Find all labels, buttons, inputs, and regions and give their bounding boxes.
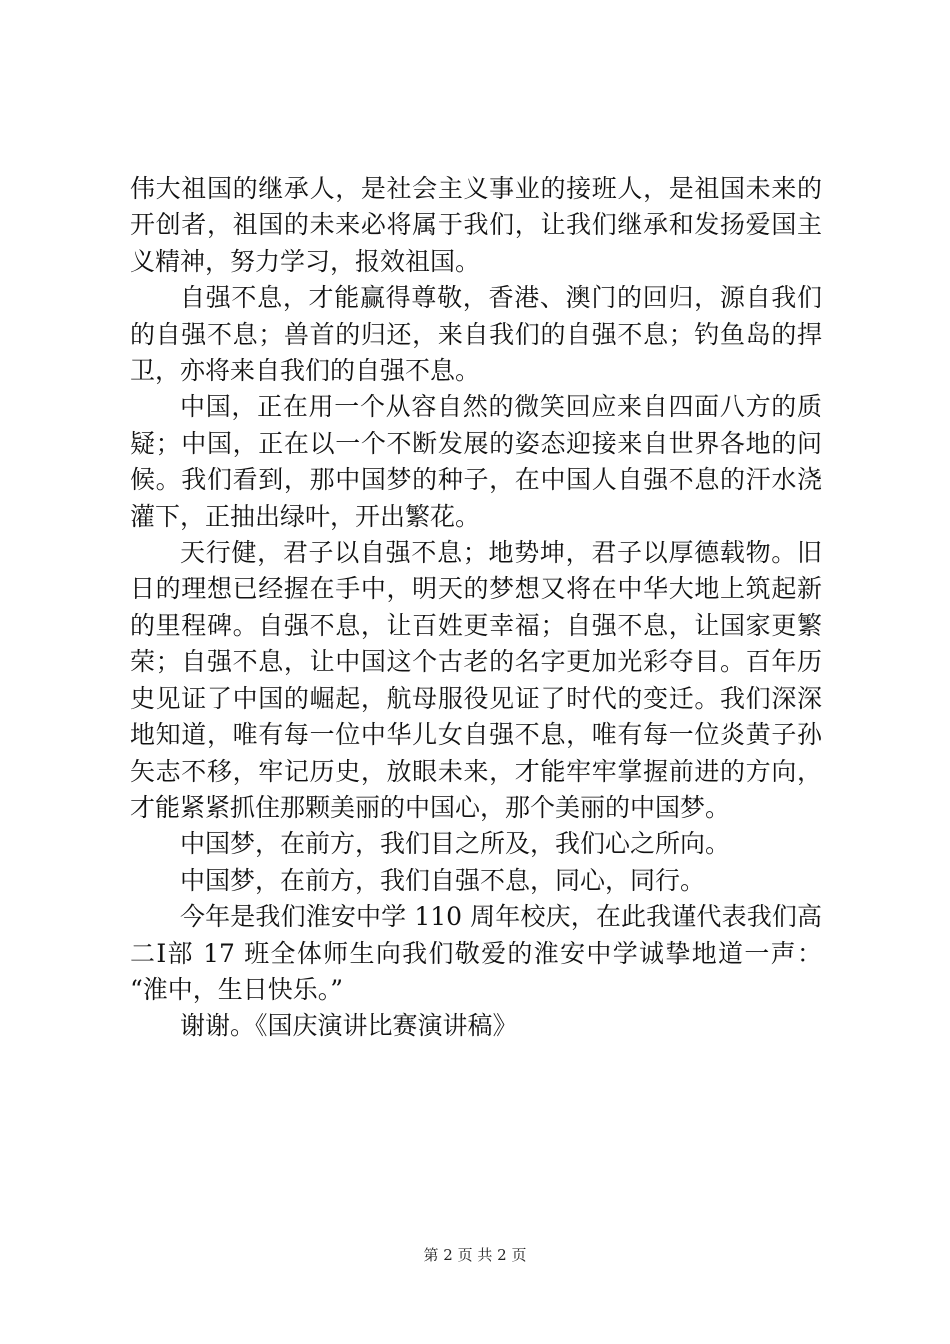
paragraph	[130, 171, 822, 280]
paragraph	[130, 535, 822, 826]
text-line: 中国梦，在前方，我们自强不息，同心，同行。	[180, 865, 706, 895]
text-line: 中国梦，在前方，我们目之所及，我们心之所向。	[180, 829, 731, 859]
document-body	[130, 171, 822, 1045]
paragraph	[130, 899, 822, 1008]
text-line: “淮中，生日快乐。”	[130, 974, 344, 1004]
text-line: 灌下，正抽出绿叶，开出繁花。	[130, 501, 481, 531]
paragraph	[130, 826, 822, 862]
paragraph	[130, 1008, 822, 1044]
text-line: 天行健，君子以自强不息；地势坤，君子以厚德载物。旧	[180, 538, 822, 568]
text-line: 自强不息，才能赢得尊敬，香港、澳门的回归，源自我们	[180, 283, 822, 313]
paragraph	[130, 863, 822, 899]
text-line: 谢谢。《国庆演讲比赛演讲稿》	[180, 1011, 518, 1041]
text-line: 矢志不移，牢记历史，放眼未来，才能牢牢掌握前进的方向，	[130, 756, 822, 786]
text-line: 地知道，唯有每一位中华儿女自强不息，唯有每一位炎黄子孙	[130, 720, 822, 750]
text-line: 疑；中国，正在以一个不断发展的姿态迎接来自世界各地的问	[130, 428, 822, 458]
text-line: 的自强不息；兽首的归还，来自我们的自强不息；钓鱼岛的捍	[130, 319, 822, 349]
text-line: 卫，亦将来自我们的自强不息。	[130, 356, 481, 386]
text-line: 伟大祖国的继承人，是社会主义事业的接班人，是祖国未来的	[130, 174, 822, 203]
text-line: 日的理想已经握在手中，明天的梦想又将在中华大地上筑起新	[130, 574, 822, 604]
text-line: 义精神，努力学习，报效祖国。	[130, 246, 481, 276]
text-line: 荣；自强不息，让中国这个古老的名字更加光彩夺目。百年历	[130, 647, 822, 677]
text-line: 的里程碑。自强不息，让百姓更幸福；自强不息，让国家更繁	[130, 610, 822, 640]
text-line: 开创者，祖国的未来必将属于我们，让我们继承和发扬爱国主	[130, 210, 822, 240]
page-footer: 第 2 页 共 2 页	[423, 1246, 527, 1264]
paragraph	[130, 280, 822, 389]
paragraph	[130, 389, 822, 535]
text-line: 今年是我们淮安中学 110 周年校庆，在此我谨代表我们高	[180, 902, 822, 932]
text-line: 史见证了中国的崛起，航母服役见证了时代的变迁。我们深深	[130, 683, 822, 713]
text-line: 二Ⅰ部 17 班全体师生向我们敬爱的淮安中学诚挚地道一声：	[130, 938, 822, 968]
text-line: 中国，正在用一个从容自然的微笑回应来自四面八方的质	[180, 392, 822, 422]
text-line: 候。我们看到，那中国梦的种子，在中国人自强不息的汗水浇	[130, 465, 822, 495]
text-line: 才能紧紧抓住那颗美丽的中国心，那个美丽的中国梦。	[130, 792, 731, 822]
